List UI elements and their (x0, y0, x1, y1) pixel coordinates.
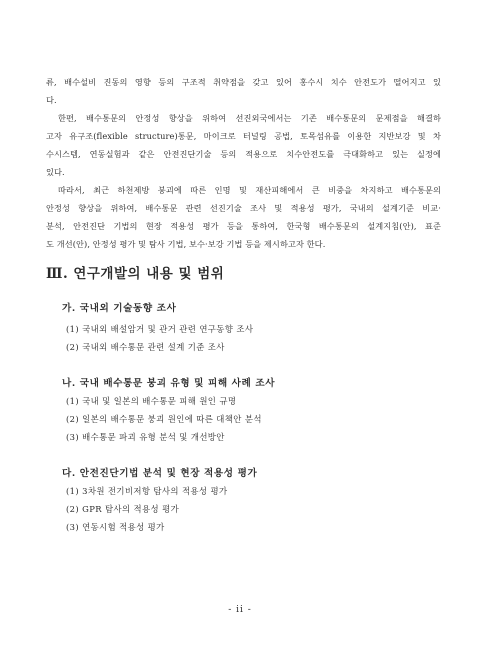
paragraph-line: 고자 유구조(flexible structure)통문, 마이크로 터널링 공법, 토목섬유를 이용한 지반보강 및 차 (46, 131, 441, 141)
paragraph-line: 있다. (46, 167, 65, 177)
paragraph-line: 분석, 안전진단 기법의 현장 적용성 평가 등을 통하여, 한국형 배수통문의 설계지침(안), 표준 (46, 221, 441, 231)
subsection-heading: 나. 국내 배수통문 붕괴 유형 및 피해 사례 조사 (62, 378, 276, 389)
paragraph-line: 수시스템, 연동실험과 같은 안전진단기술 등의 적용으로 치수안전도를 극대화하고 있는 실정에 (46, 149, 441, 159)
list-item: (1) 3차원 전기비저항 탐사의 적용성 평가 (66, 486, 228, 496)
paragraph-line: 도 개선(안), 안정성 평가 및 탐사 기법, 보수·보강 기법 등을 제시하고자 한다. (46, 239, 326, 249)
paragraph-line: 따라서, 최근 하천제방 붕괴에 따른 인명 및 재산피해에서 큰 비중을 차지하고 배수통문의 (58, 185, 441, 195)
paragraph-line: 류, 배수설비 진동의 영향 등의 구조적 취약점을 갖고 있어 홍수시 치수 안전도가 떨어지고 있 (46, 77, 441, 87)
list-item: (1) 국내 및 일본의 배수통문 피해 원인 규명 (66, 396, 237, 406)
paragraph-line: 안정성 향상을 위하여, 배수통문 관련 선진기술 조사 및 적용성 평가, 국내의 설계기준 비교· (46, 203, 441, 213)
list-item: (1) 국내외 배설암거 및 관거 관련 연구동향 조사 (66, 324, 254, 334)
paragraph-line: 한편, 배수통문의 안정성 향상을 위하여 선진외국에서는 기존 배수통문의 문제점을 해결하 (58, 113, 441, 123)
list-item: (3) 연동시험 적용성 평가 (66, 522, 165, 532)
subsection-heading: 가. 국내외 기술동향 조사 (62, 303, 177, 314)
subsection-heading: 다. 안전진단기법 분석 및 현장 적용성 평가 (62, 468, 258, 479)
list-item: (3) 배수통문 파괴 유형 분석 및 개선방안 (66, 432, 225, 442)
list-item: (2) 국내외 배수통문 관련 설계 기준 조사 (66, 342, 225, 352)
page-number: - ii - (228, 605, 252, 615)
paragraph-line: 다. (46, 95, 57, 105)
list-item: (2) GPR 탐사의 적용성 평가 (66, 504, 180, 514)
list-item: (2) 일본의 배수통문 붕괴 원인에 따른 대책안 분석 (66, 414, 262, 424)
section-heading: Ⅲ. 연구개발의 내용 및 범위 (46, 266, 225, 282)
